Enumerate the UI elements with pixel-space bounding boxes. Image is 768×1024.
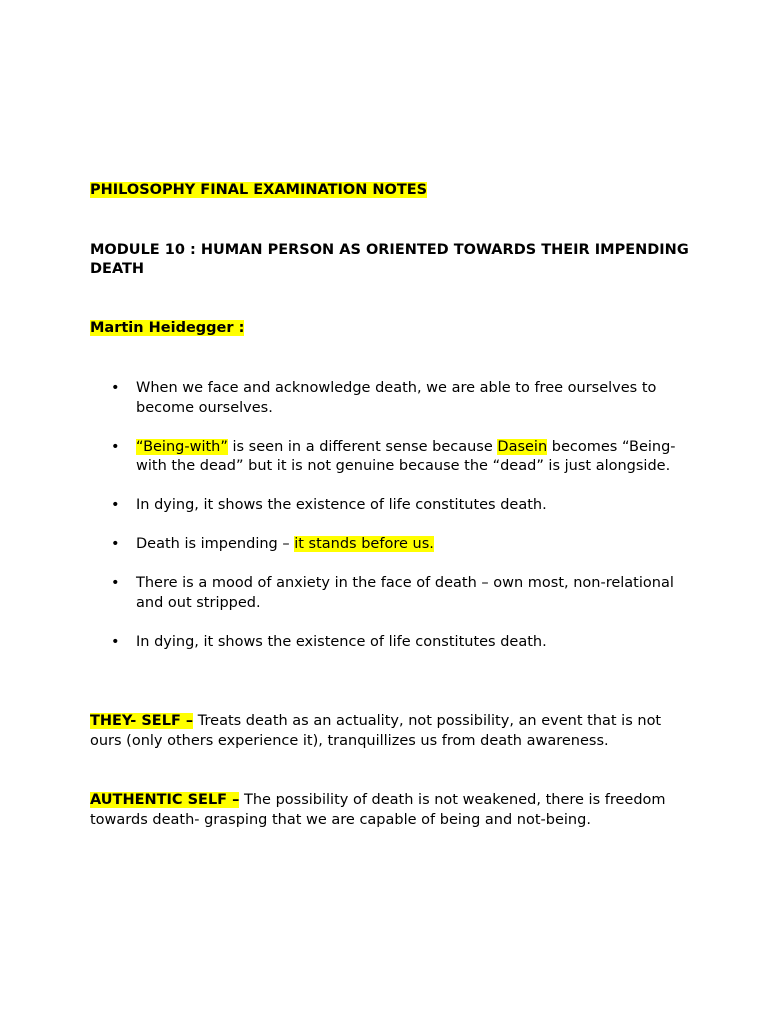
document-page	[90, 181, 690, 830]
bullet-icon: •	[111, 380, 120, 396]
they-self-label: THEY- SELF –	[90, 713, 194, 729]
bullet-list	[90, 379, 690, 652]
stands-before-us-highlight: it stands before us.	[294, 536, 434, 552]
list-item	[90, 379, 690, 418]
author-heading	[90, 319, 690, 339]
dasein-highlight: Dasein	[497, 438, 548, 455]
title-highlight: PHILOSOPHY FINAL EXAMINATION NOTES	[90, 182, 428, 198]
bullet-icon: •	[111, 536, 120, 552]
authentic-self-label: AUTHENTIC SELF –	[90, 792, 240, 808]
list-item	[90, 535, 690, 555]
they-self-paragraph	[90, 712, 690, 751]
bullet-icon: •	[111, 438, 120, 455]
list-item	[90, 574, 690, 613]
list-item	[90, 633, 690, 653]
authentic-self-text: The possibility of death is not weakened, there is freedom towards death- grasping that we are capable of being and not-being.	[90, 792, 666, 828]
document-title	[90, 181, 690, 201]
they-self-text: Treats death as an actuality, not possibility, an event that is not ours (only others experience it), tranquillizes us from death awareness.	[90, 713, 662, 749]
author-highlight: Martin Heidegger :	[90, 319, 245, 336]
bullet-text: In dying, it shows the existence of life constitutes death.	[136, 497, 547, 513]
bullet-text: Death is impending –	[136, 536, 295, 552]
bullet-icon: •	[111, 497, 120, 513]
bullet-text: In dying, it shows the existence of life constitutes death.	[136, 633, 547, 650]
module-heading: MODULE 10 : HUMAN PERSON AS ORIENTED TOWARDS THEIR IMPENDING DEATH	[90, 241, 689, 277]
list-item	[90, 496, 690, 516]
bullet-text: When we face and acknowledge death, we are able to free ourselves to become ourselves.	[136, 380, 657, 416]
bullet-text: There is a mood of anxiety in the face of death – own most, non-relational and out stripped.	[136, 575, 674, 611]
being-with-highlight: “Being-with”	[136, 438, 228, 455]
bullet-icon: •	[111, 633, 120, 650]
bullet-text: becomes “Being-with the dead” but it is not genuine because the “dead” is just alongside.	[136, 438, 676, 474]
bullet-icon: •	[111, 575, 120, 591]
authentic-self-paragraph	[90, 791, 690, 830]
list-item	[90, 438, 690, 477]
bullet-text: is seen in a different sense because	[227, 438, 498, 455]
